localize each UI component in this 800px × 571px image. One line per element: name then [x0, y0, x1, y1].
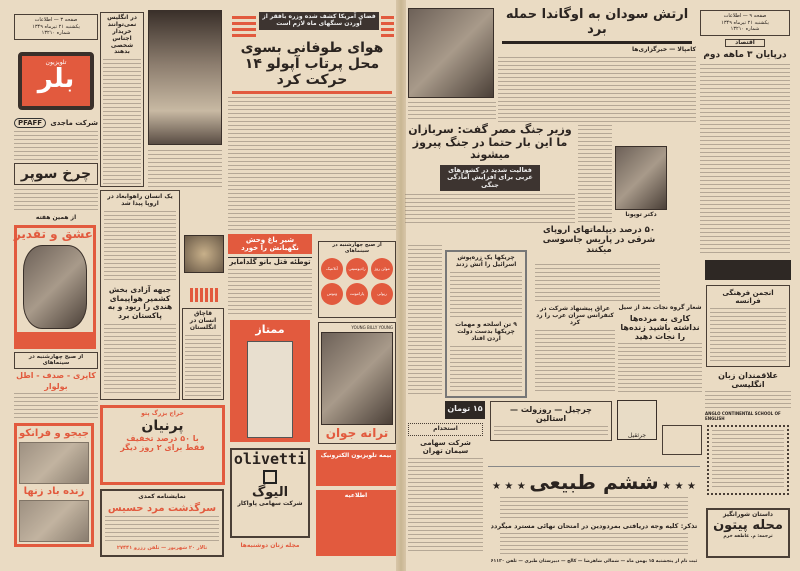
arms-headline: ۹ تن اسلحه و مهمات چریکها بدست دولت اردن افتاد [455, 321, 517, 342]
europe-headline: یک انسان راهوابعاد در اروپا پیدا شد [107, 193, 173, 207]
right-page-info: صفحه ۹ — اطلاعات [723, 13, 767, 19]
spy-headline: ۵۰ درصد دیپلماتهای اروپای شرقی در پاریس جاسوسی میکنند [542, 225, 656, 255]
star-icons: ★ ★ ★ [658, 481, 697, 492]
left-page-header [14, 14, 98, 40]
red-notice-1 [316, 450, 396, 486]
section-headline: درپایان ۳ ماهه دوم [703, 50, 787, 61]
man-with-broom-photo [148, 10, 222, 145]
issue-number: شماره ۱۳۲۱۰ [41, 30, 71, 36]
eshgh-intro: از همین هفته [35, 214, 77, 222]
page-gutter [396, 0, 406, 571]
apollo-kicker: فضای آمریکا کشف شده وزره بافقر از آوردن سنگهای ماه لازم است [259, 12, 379, 30]
cinemas-intro: از صبح چهارشنبه در سینماهای [14, 352, 98, 369]
england-headline: در انگلیس نمی‌توانند خریدار اجناس شخصی بدهند [107, 14, 137, 56]
peyton-place-ad [706, 508, 790, 558]
olivetti-company: شرکت سهامی پاواکار [237, 499, 303, 507]
peyton-intro: داستان شورانگیز [722, 511, 774, 518]
official-photo [615, 146, 667, 210]
momtaz-ad [230, 320, 310, 442]
right-issue-number: شماره ۱۳۲۱۰ [730, 26, 760, 32]
right-page-header [700, 10, 790, 36]
cement-company: شرکت سهامی سیمان تهران [420, 438, 471, 455]
employment-ad: استخدام [408, 423, 483, 436]
momtaz-brand: ممتاز [255, 323, 285, 336]
jojo-movie-ad [14, 423, 94, 547]
cinema-circle: ریولی [371, 283, 393, 305]
red-notice-2-title: اطلاعیه [344, 492, 368, 499]
right-page-date: یکشنبه ۲۱ تیرماه ۱۳۴۹ [721, 19, 769, 26]
parnian-discount: با ۵۰ درصد تخفیف [126, 433, 199, 443]
england2-headline: قاچاق انسان در انگلستان [189, 310, 217, 331]
sudan-headline: ارتش سودان به اوگاندا حمله برد [505, 7, 689, 37]
rescue-story [618, 305, 702, 395]
french-society-title: انجمن فرهنگی فرانسه [722, 289, 774, 306]
star-icons: ★ ★ ★ [491, 481, 530, 492]
england-story [100, 12, 144, 187]
red-notice-2 [316, 490, 396, 556]
sixth-grade-note: تذکر: کلیه وجه دریافتی بمردودین در امتحان نهائی مسترد میگردد [490, 521, 698, 530]
majidi-ad: شرکت ماجدی [50, 118, 98, 127]
apollo-headline: هوای طوفانی بسوی محل پرتاب آپولو ۱۴ حرکت کرد [240, 40, 384, 89]
egypt-headline: وزیر جنگ مصر گفت: سربازان ما این بار حتما در جنگ پیروز میشوند [408, 123, 572, 162]
circles-intro: از صبح چهارشنبه در سینماهای [332, 242, 382, 254]
eshgh-movie-ad [14, 225, 96, 349]
sudan-leaders-photo [408, 8, 494, 98]
belar-sub: تلویزیون [45, 59, 67, 66]
parnian-intro: حراج بزرگ پتو [141, 410, 184, 417]
comedy-venue: تالار ۲۰ شهریور — تلفن رزرو ۲۷۴۴۱ [116, 545, 208, 552]
cinema-circles-ad [318, 241, 396, 318]
sixth-grade-registration: ثبت نام از پنجشنبه ۱۵ بهمن ماه — شمالی شاهرضا — کالج — دبیرستان طبری — تلفن ۶۱۱۲۰ [490, 558, 698, 564]
peyton-title: محله پیتون [713, 517, 783, 533]
comedy-ad [100, 489, 224, 557]
pfaff-logo: PFAFF [14, 118, 46, 128]
israel-headline: چریکها یک زره‌پوش اسرائیل را آتش زدند [455, 254, 517, 268]
crane-label: جرثقیل [627, 432, 647, 439]
photo-caption: دکتر توپونا [625, 211, 657, 218]
english-ad-en: ANGLO CONTINENTAL SCHOOL OF ENGLISH [705, 411, 781, 421]
jojo-title: جیجو و فرانکو [19, 428, 89, 439]
egypt-story [405, 124, 575, 224]
sixth-grade-ad [488, 466, 700, 564]
rescue-kicker: شعار گروه نجات بعد از سیل [618, 304, 702, 311]
olivetti-logo: olivetti [233, 450, 307, 468]
right-header-column [700, 10, 790, 255]
english-ad [705, 371, 791, 421]
belar-ad [18, 52, 94, 110]
belar-brand: بلر [37, 64, 75, 94]
sudan-story [498, 8, 696, 122]
cinema-circle: مولن روژ [371, 258, 393, 280]
taraneh-movie-ad [318, 322, 396, 444]
lion-headline: شیر باغ وحش نگهبانش را خورد [228, 234, 312, 254]
taraneh-en: YOUNG BILLY YOUNG [351, 325, 393, 330]
iraq-story [535, 306, 615, 394]
parnian-days: فقط برای ۲ روز دیگر [120, 443, 205, 453]
cinema-circle: پارامونت [346, 283, 368, 305]
page-info: صفحه ۳ — اطلاعات [34, 17, 78, 23]
black-notice [705, 260, 791, 280]
lion-murder-block [228, 234, 312, 316]
cement-column [408, 423, 483, 553]
apollo-story [228, 40, 396, 230]
churchill-headline: چرچیل — روزولت — استالین [510, 405, 592, 424]
cinema-circle: رادیوسیتی [346, 258, 368, 280]
red-notice-1-title: بیمه تلویزیون الکترونیک [320, 452, 392, 459]
sixth-grade-title: ششم طبیعی [529, 470, 659, 494]
jojo-subtitle: زنده باد زنها [23, 486, 85, 497]
kashmir-headline: جبهه آزادی بخش کشمیر هواپیمای هندی را ربود و به پاکستان برد [107, 285, 173, 321]
price-box: ۱۵ تومان [445, 401, 485, 419]
peyton-subtitle: ترجمه: م. عاطفه خرم [723, 533, 773, 539]
olivetti-ad [230, 448, 310, 538]
taraneh-title: ترانه جوان [325, 426, 389, 441]
iraq-headline: عراق پیشنهاد شرکت در کنفرانس سران عرب را رد کرد [536, 305, 614, 326]
lion-photo [184, 235, 224, 273]
churchill-box [490, 401, 612, 441]
england2-story [182, 308, 224, 400]
section-label: اقتصاد [725, 39, 765, 48]
parnian-ad [100, 405, 225, 485]
comedy-title: سرگذشت مرد حسیس [107, 502, 217, 514]
page-date: یکشنبه ۲۱ تیرماه ۱۳۴۹ [32, 23, 80, 30]
majidi-block [14, 118, 98, 160]
israel-box [445, 250, 527, 398]
cinema-circle: ونوس [321, 283, 343, 305]
comedy-intro: نمایشنامه کمدی [138, 493, 186, 500]
crane-ad [617, 400, 657, 440]
parnian-title: پرنیان [141, 417, 184, 434]
english-ad-title: علاقمندان زبان انگلیسی [718, 371, 778, 390]
europe-story [100, 190, 180, 400]
rescue-headline: کاری به مرده‌ها نداشته باشید زنده‌ها را نجات دهید [620, 313, 700, 342]
egypt-subheadline: فعالیت شدید در کشورهای عربی برای افزایش آمادگی جنگی [440, 165, 540, 191]
eshgh-title: عشق و تقدیر [13, 227, 93, 241]
charkh-super-ad: چرخ سوپر [14, 163, 98, 185]
murder-headline: توطئه قتل بانو گلدامایر [229, 258, 311, 267]
french-society-ad [706, 285, 790, 367]
movie-still [23, 245, 87, 329]
olivetti-fa: الیوگ [251, 485, 289, 500]
sudan-byline: کامپالا — خبرگزاری‌ها [632, 45, 696, 53]
olivetti-footer: مجله زنان دوشنبه‌ها [240, 542, 300, 549]
cinema-extra: بولوار [44, 381, 68, 391]
cinemas-list: کاپری - صدف - اطل [16, 370, 96, 380]
cinema-circle: آتلانتیک [321, 258, 343, 280]
